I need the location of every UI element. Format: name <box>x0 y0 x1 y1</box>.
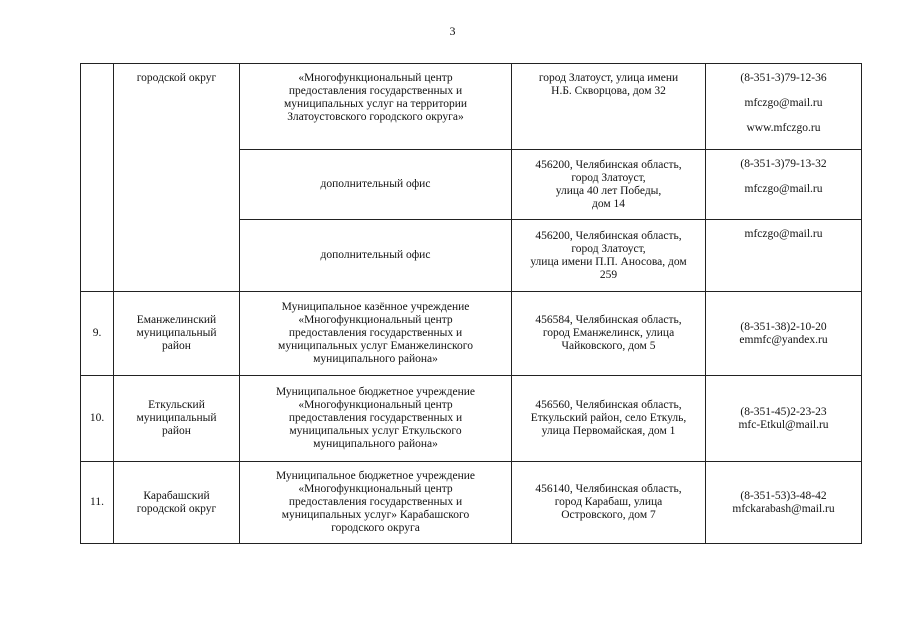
contacts-cell <box>706 376 862 462</box>
table-row <box>81 376 862 462</box>
phone: (8-351-3)79-13-32 <box>740 158 827 170</box>
email-link[interactable]: emmfc@yandex.ru <box>739 333 828 346</box>
contacts-cell <box>706 462 862 544</box>
address-cell: 456560, Челябинская область, Еткульский район, село Еткуль, улица Первомайская, дом 1 <box>512 376 706 462</box>
organization-cell: Муниципальное бюджетное учреждение «Многофункциональный центр предоставления государственных и муниципальных услуг» Карабашского городского округа <box>240 462 512 544</box>
phone: (8-351-45)2-23-23 <box>740 405 827 418</box>
email-link[interactable]: mfckarabash@mail.ru <box>732 502 835 515</box>
organization-cell: Муниципальное казённое учреждение «Многофункциональный центр предоставления государственных и муниципальных услуг Еманжелинского муниципального района» <box>240 292 512 376</box>
row-number-cell: 9. <box>81 292 114 376</box>
table-row <box>81 292 862 376</box>
phone: (8-351-3)79-12-36 <box>740 72 827 84</box>
phone: (8-351-53)3-48-42 <box>740 489 827 502</box>
contacts-cell <box>706 150 862 220</box>
contacts-cell <box>706 64 862 150</box>
contacts-cell <box>706 292 862 376</box>
row-number-cell: 10. <box>81 376 114 462</box>
email-link[interactable]: mfczgo@mail.ru <box>744 228 823 240</box>
email-link[interactable]: mfczgo@mail.ru <box>744 97 823 109</box>
organization-cell: Муниципальное бюджетное учреждение «Многофункциональный центр предоставления государственных и муниципальных услуг Еткульского муниципального района» <box>240 376 512 462</box>
address-cell: 456140, Челябинская область, город Карабаш, улица Островского, дом 7 <box>512 462 706 544</box>
address-cell: 456584, Челябинская область, город Еманжелинск, улица Чайковского, дом 5 <box>512 292 706 376</box>
page-number: 3 <box>449 24 456 38</box>
contacts-cell <box>706 220 862 292</box>
mfc-registry-table <box>80 63 862 544</box>
municipality-cell: Карабашский городской округ <box>114 462 240 544</box>
row-number-cell <box>81 64 114 292</box>
municipality-cell: городской округ <box>114 64 240 292</box>
email-link[interactable]: mfczgo@mail.ru <box>744 183 823 195</box>
table-row <box>81 64 862 150</box>
website-link[interactable]: www.mfczgo.ru <box>746 122 821 134</box>
municipality-cell: Еткульский муниципальный район <box>114 376 240 462</box>
municipality-cell: Еманжелинский муниципальный район <box>114 292 240 376</box>
phone: (8-351-38)2-10-20 <box>740 320 827 333</box>
organization-cell: дополнительный офис <box>240 150 512 220</box>
table-row <box>81 462 862 544</box>
organization-cell: «Многофункциональный центр предоставления государственных и муниципальных услуг на территории Златоустовского городского округа» <box>240 64 512 150</box>
organization-cell: дополнительный офис <box>240 220 512 292</box>
address-cell: город Златоуст, улица имени Н.Б. Скворцова, дом 32 <box>512 64 706 150</box>
address-cell: 456200, Челябинская область, город Златоуст, улица имени П.П. Аносова, дом 259 <box>512 220 706 292</box>
address-cell: 456200, Челябинская область, город Златоуст, улица 40 лет Победы, дом 14 <box>512 150 706 220</box>
row-number-cell: 11. <box>81 462 114 544</box>
email-link[interactable]: mfc-Etkul@mail.ru <box>738 418 829 431</box>
